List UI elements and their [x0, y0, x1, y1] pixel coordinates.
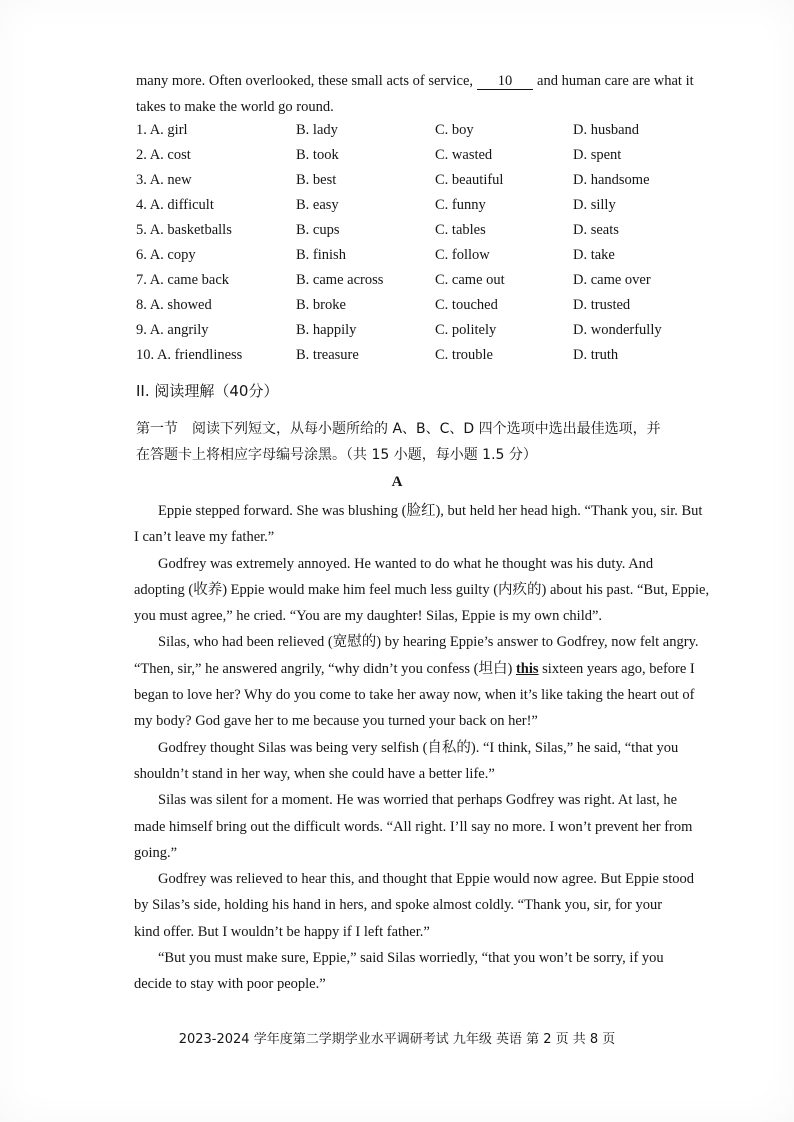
- option-d: D. take: [573, 247, 615, 263]
- option-c: C. trouble: [435, 347, 493, 363]
- passage-line: kind offer. But I wouldn’t be happy if I left father.”: [134, 923, 430, 940]
- section-title: II. 阅读理解（40分）: [136, 382, 279, 400]
- option-row: [136, 168, 693, 193]
- option-row: [136, 343, 693, 368]
- passage-line: decide to stay with poor people.”: [134, 976, 326, 993]
- option-d: D. trusted: [573, 297, 631, 313]
- option-d: D. spent: [573, 147, 622, 163]
- option-row: [136, 293, 693, 318]
- option-b: B. took: [296, 147, 339, 163]
- option-b: B. treasure: [296, 347, 359, 363]
- option-b: B. happily: [296, 322, 357, 338]
- passage-line: going.”: [134, 844, 178, 861]
- option-a: 10. A. friendliness: [136, 347, 243, 363]
- option-d: D. handsome: [573, 172, 650, 188]
- option-c: C. wasted: [435, 147, 493, 163]
- section-instruction: [136, 416, 686, 468]
- option-a: 3. A. new: [136, 172, 192, 188]
- option-a: 8. A. showed: [136, 297, 212, 313]
- option-row: [136, 218, 693, 243]
- passage-label: A: [391, 474, 403, 490]
- passage-line: Godfrey thought Silas was being very selfish (自私的). “I think, Silas,” he said, “that you: [158, 739, 679, 756]
- passage-line: made himself bring out the difficult words. “All right. I’ll say no more. I won’t prevent her from: [134, 818, 693, 835]
- option-b: B. lady: [296, 122, 338, 138]
- instruction-line: 在答题卡上将相应字母编号涂黑。（共 15 小题，每小题 1.5 分）: [136, 447, 537, 463]
- underlined-word: this: [515, 660, 539, 677]
- option-c: C. beautiful: [435, 172, 504, 188]
- passage-text: sixteen years ago, before I: [542, 660, 695, 677]
- passage-text: “Then, sir,” he answered angrily, “why didn’t you confess (坦白): [134, 660, 513, 677]
- cloze-passage-ending: [136, 68, 694, 120]
- option-c: C. funny: [435, 197, 486, 213]
- option-c: C. touched: [435, 297, 498, 313]
- page-footer: 2023-2024 学年度第二学期学业水平调研考试 九年级 英语 第 2 页 共 8 页: [178, 1032, 616, 1047]
- option-row: [136, 143, 693, 168]
- option-d: D. truth: [573, 347, 619, 363]
- option-c: C. came out: [435, 272, 505, 288]
- option-c: C. boy: [435, 122, 474, 138]
- option-d: D. wonderfully: [573, 322, 662, 338]
- option-a: 2. A. cost: [136, 147, 191, 163]
- option-d: D. came over: [573, 272, 651, 288]
- instruction-line: 第一节 阅读下列短文，从每小题所给的 A、B、C、D 四个选项中选出最佳选项，并: [136, 421, 661, 437]
- passage-line: my body? God gave her to me because you turned your back on her!”: [134, 713, 538, 730]
- passage-line: [134, 656, 695, 682]
- option-d: D. husband: [573, 122, 640, 138]
- option-a: 5. A. basketballs: [136, 222, 232, 238]
- cloze-line: [136, 68, 694, 94]
- passage-line: by Silas’s side, holding his hand in hers, and spoke almost coldly. “Thank you, sir, for your: [134, 897, 663, 914]
- option-b: B. came across: [296, 272, 384, 288]
- passage-line: Silas, who had been relieved (宽慰的) by hearing Eppie’s answer to Godfrey, now felt angry.: [158, 634, 699, 651]
- blank-10: 10: [477, 73, 533, 90]
- option-b: B. easy: [296, 197, 339, 213]
- option-d: D. silly: [573, 197, 616, 213]
- option-a: 7. A. came back: [136, 272, 230, 288]
- cloze-text: many more. Often overlooked, these small acts of service,: [136, 73, 474, 89]
- option-b: B. broke: [296, 297, 346, 313]
- passage-line: “But you must make sure, Eppie,” said Silas worriedly, “that you won’t be sorry, if you: [158, 950, 664, 967]
- passage-line: Godfrey was extremely annoyed. He wanted to do what he thought was his duty. And: [158, 555, 654, 572]
- passage-line: began to love her? Why do you come to take her away now, when it’s like taking the heart out of: [134, 687, 695, 704]
- passage-line: Godfrey was relieved to hear this, and thought that Eppie would now agree. But Eppie stood: [158, 871, 694, 888]
- passage-line: adopting (收养) Eppie would make him feel much less guilty (内疚的) about his past. “But, Eppie,: [134, 581, 710, 598]
- reading-passage: [134, 498, 710, 998]
- option-row: [136, 243, 693, 268]
- passage-line: Eppie stepped forward. She was blushing (脸红), but held her head high. “Thank you, sir. But: [158, 503, 703, 519]
- option-d: D. seats: [573, 222, 619, 238]
- cloze-line: takes to make the world go round.: [136, 99, 334, 115]
- passage-line: you must agree,” he cried. “You are my daughter! Silas, Eppie is my own child”.: [134, 608, 603, 625]
- option-b: B. best: [296, 172, 337, 188]
- option-a: 6. A. copy: [136, 247, 196, 263]
- option-row: [136, 268, 693, 293]
- option-c: C. politely: [435, 322, 497, 338]
- option-a: 4. A. difficult: [136, 197, 214, 213]
- passage-line: shouldn’t stand in her way, when she could have a better life.”: [134, 765, 495, 782]
- passage-line: I can’t leave my father.”: [134, 529, 275, 546]
- option-c: C. follow: [435, 247, 490, 263]
- option-a: 1. A. girl: [136, 122, 188, 138]
- option-b: B. cups: [296, 222, 340, 238]
- option-row: [136, 118, 693, 143]
- cloze-options-table: [136, 118, 693, 368]
- option-a: 9. A. angrily: [136, 322, 209, 338]
- option-b: B. finish: [296, 247, 346, 263]
- option-c: C. tables: [435, 222, 486, 238]
- option-row: [136, 318, 693, 343]
- cloze-text: and human care are what it: [537, 73, 694, 89]
- passage-line: Silas was silent for a moment. He was worried that perhaps Godfrey was right. At last, he: [158, 792, 678, 809]
- option-row: [136, 193, 693, 218]
